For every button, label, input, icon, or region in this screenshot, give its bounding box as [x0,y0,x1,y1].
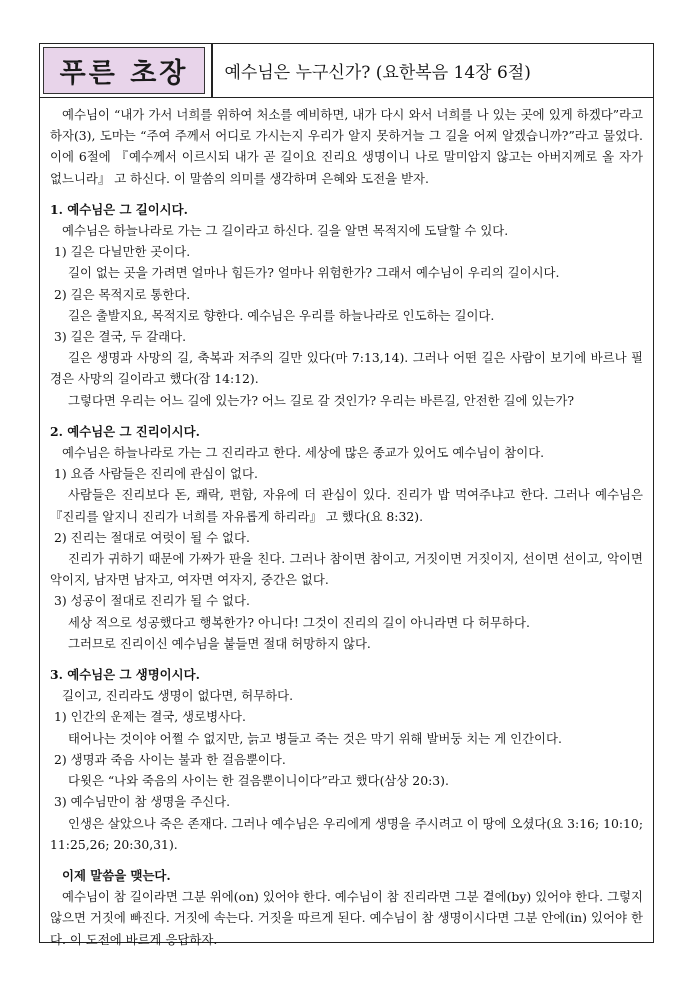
point-text: 길은 출발지요, 목적지로 향한다. 예수님은 우리를 하늘나라로 인도하는 길이다. [68,307,495,323]
point-text: 그러므로 진리이신 예수님을 붙들면 절대 허망하지 않다. [68,635,371,651]
document-frame [39,43,654,947]
point-label: 1) 인간의 운제는 결국, 생로병사다. [54,709,246,725]
point-label: 2) 길은 목적지로 통한다. [54,286,191,302]
point-text: 사람들은 진리보다 돈, 쾌락, 편함, 자유에 더 관심이 있다. 진리가 밥 먹여주냐고 한다. 그러나 예수님은 『진리를 알지니 진리가 너희를 자유롭게 하리라』 고 했다(요 8:32). [50,487,643,524]
closing-heading: 이제 말씀을 맺는다. [62,867,171,883]
point-text: 길이 없는 곳을 가려면 얼마나 힘든가? 얼마나 위험한가? 그래서 예수님이 우리의 길이시다. [68,265,560,281]
article-body [40,98,653,950]
page-title: 예수님은 누구신가? (요한복음 14장 6절) [224,63,531,83]
section-lead: 예수님은 하늘나라로 가는 그 길이라고 하신다. 길을 알면 목적지에 도달할 수 있다. [62,223,509,239]
section-heading: 2. 예수님은 그 진리이시다. [50,423,200,439]
point-label: 3) 성공이 절대로 진리가 될 수 없다. [54,593,250,609]
column-badge: 푸른 초장 [43,47,205,94]
section-heading: 3. 예수님은 그 생명이시다. [50,667,200,683]
point-text: 그렇다면 우리는 어느 길에 있는가? 어느 길로 갈 것인가? 우리는 바른길, 안전한 길에 있는가? [68,392,574,408]
point-label: 2) 생명과 죽음 사이는 불과 한 걸음뿐이다. [54,751,286,767]
point-label: 1) 길은 다닐만한 곳이다. [54,244,191,260]
point-label: 2) 진리는 절대로 여럿이 될 수 없다. [54,529,250,545]
point-text: 세상 적으로 성공했다고 행복한가? 아니다! 그것이 진리의 길이 아니라면 다 허무하다. [68,614,530,630]
section-heading: 1. 예수님은 그 길이시다. [50,201,188,217]
point-text: 인생은 살았으나 죽은 존재다. 그러나 예수님은 우리에게 생명을 주시려고 이 땅에 오셨다(요 3:16; 10:10; 11:25,26; 20:30,31). [50,815,643,852]
closing-paragraph: 예수님이 참 길이라면 그분 위에(on) 있어야 한다. 예수님이 참 진리라면 그분 곁에(by) 있어야 한다. 그렇지 않으면 거짓에 빠진다. 거짓에 속는다. 거짓을 따르게 된다. 예수님이 참 생명이시다면 그분 안에(in) 있어야 한다. 이 도전에 바르게 응답하자. [50,889,643,947]
point-label: 3) 예수님만이 참 생명을 주신다. [54,794,231,810]
section-lead: 예수님은 하늘나라로 가는 그 진리라고 한다. 세상에 많은 종교가 있어도 예수님이 참이다. [62,445,545,461]
point-text: 길은 생명과 사망의 길, 축복과 저주의 길만 있다(마 7:13,14). 그러나 어떤 길은 사람이 보기에 바르나 필경은 사망의 길이라고 했다(잠 14:12). [50,350,643,387]
section-lead: 길이고, 진리라도 생명이 없다면, 허무하다. [62,688,294,704]
point-text: 태어나는 것이야 어쩔 수 없지만, 늙고 병들고 죽는 것은 막기 위해 발버둥 치는 게 인간이다. [68,730,562,746]
point-text: 다윗은 “나와 죽음의 사이는 한 걸음뿐이니이다”라고 했다(삼상 20:3). [68,773,449,789]
point-text: 진리가 귀하기 때문에 가짜가 판을 친다. 그러나 참이면 참이고, 거짓이면 거짓이지, 선이면 선이고, 악이면 악이지, 남자면 남자고, 여자면 여자지, 중간은 없다. [50,551,643,588]
point-label: 1) 요즘 사람들은 진리에 관심이 없다. [54,466,258,482]
header [40,44,653,98]
intro-paragraph: 예수님이 “내가 가서 너희를 위하여 처소를 예비하면, 내가 다시 와서 너희를 나 있는 곳에 있게 하겠다”라고 하자(3), 도마는 “주여 주께서 어디로 가시는지 우리가 알지 못하거늘 그 길을 어찌 알겠습니까?”라고 물었다. 이에 6절에 『예수께서 이르시되 내가 곧 길이요 진리요 생명이니 나로 말미암지 않고는 아버지께로 올 자가 없느니라』 고 하신다. 이 말씀의 의미를 생각하며 은혜와 도전을 받자. [50,107,643,186]
point-label: 3) 길은 결국, 두 갈래다. [54,329,187,345]
